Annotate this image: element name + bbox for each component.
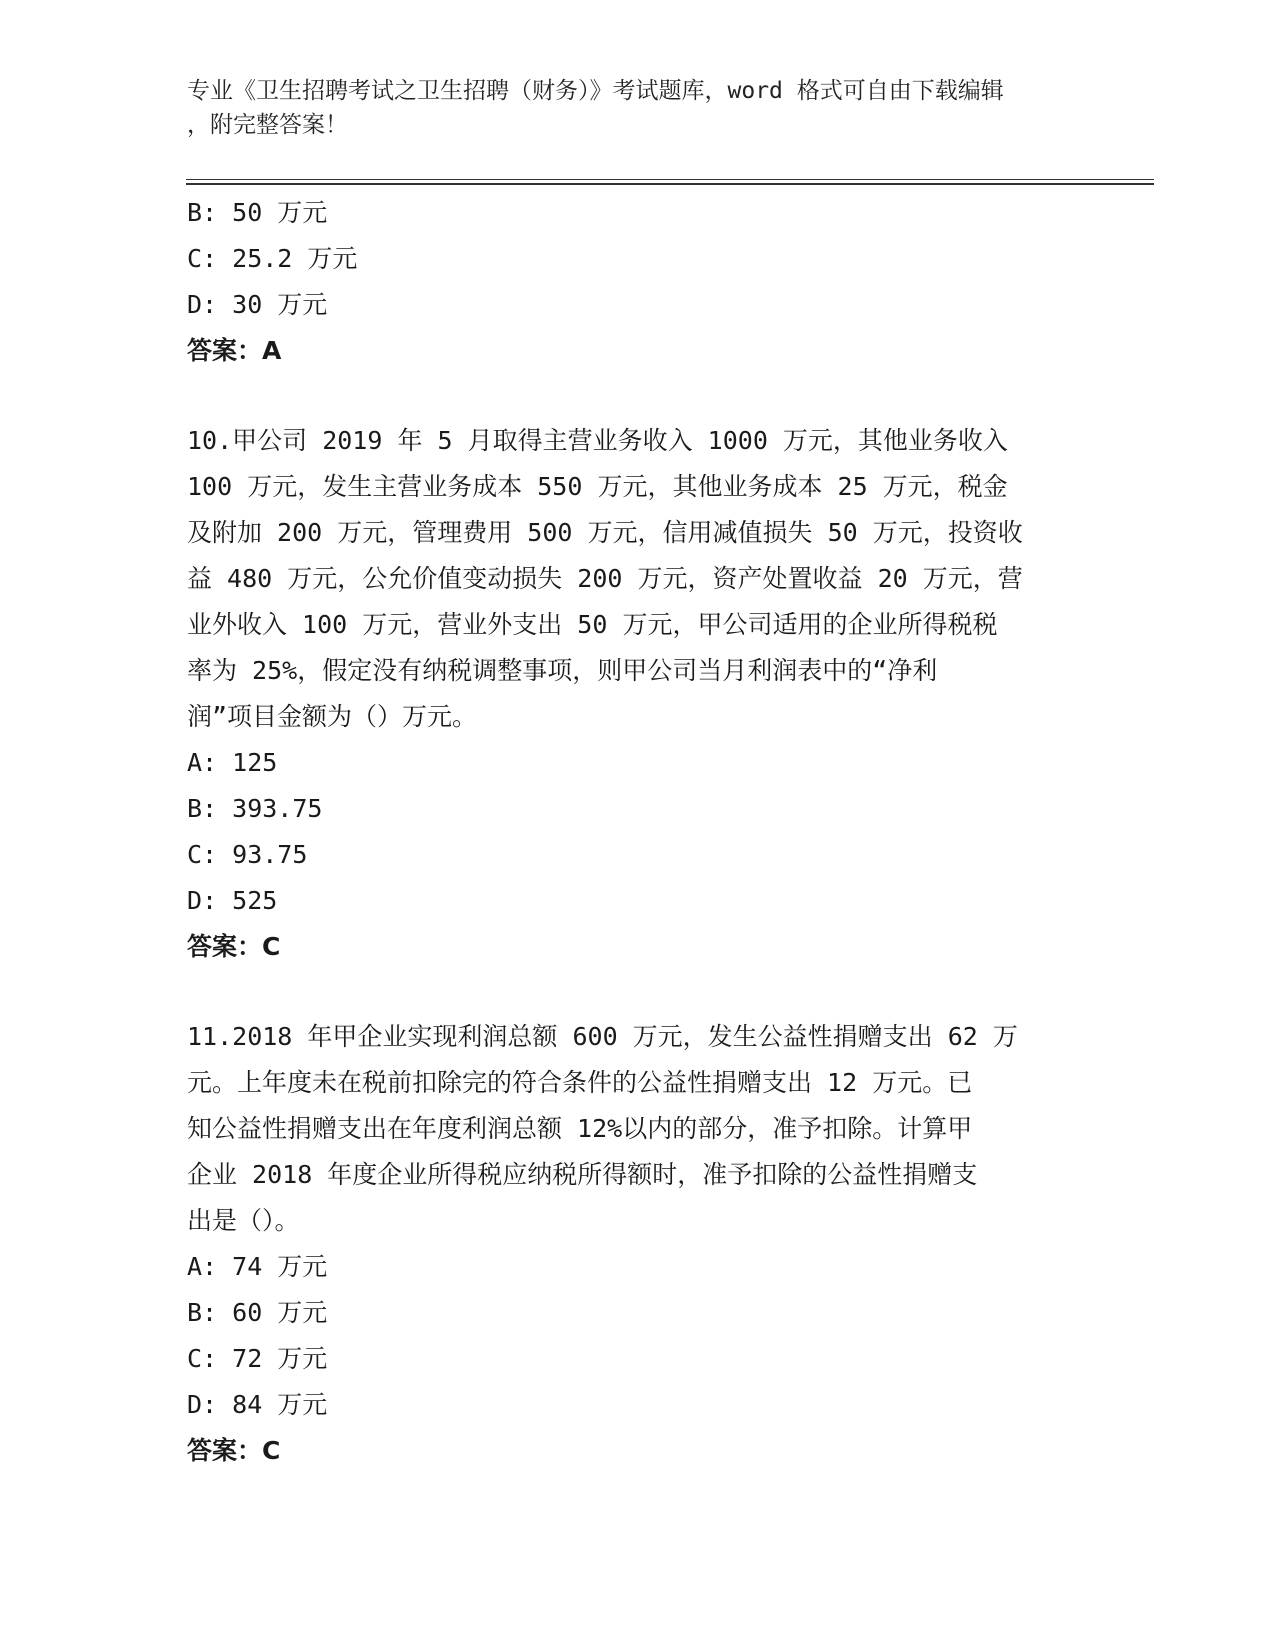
question-text-line: 出是（）。	[187, 1206, 300, 1235]
question-text-line: 知公益性捐赠支出在年度利润总额 12%以内的部分，准予扣除。计算甲	[187, 1114, 973, 1143]
question-text-line: 企业 2018 年度企业所得税应纳税所得额时，准予扣除的公益性捐赠支	[187, 1160, 978, 1189]
previous-question-block	[187, 190, 1067, 374]
question-text-line: 益 480 万元，公允价值变动损失 200 万元，资产处置收益 20 万元，营	[187, 564, 1023, 593]
option-b: B: 60 万元	[187, 1298, 328, 1327]
question-10-block	[187, 418, 1067, 970]
option-a: A: 74 万元	[187, 1252, 328, 1281]
option-a: A: 125	[187, 748, 278, 777]
question-text-line: 率为 25%，假定没有纳税调整事项，则甲公司当月利润表中的“净利	[187, 656, 938, 685]
spacer	[187, 970, 1067, 1014]
question-text-line: 及附加 200 万元，管理费用 500 万元，信用减值损失 50 万元，投资收	[187, 518, 1023, 547]
answer-line: 答案：C	[187, 1436, 281, 1465]
option-d: D: 525	[187, 886, 278, 915]
option-b: B: 393.75	[187, 794, 323, 823]
question-text-line: 元。上年度未在税前扣除完的符合条件的公益性捐赠支出 12 万元。已	[187, 1068, 973, 1097]
question-text-line: 润”项目金额为（）万元。	[187, 702, 478, 731]
header-divider-thin	[186, 179, 1154, 180]
document-body	[187, 190, 1067, 1474]
header-line-2: ，附完整答案！	[187, 112, 348, 138]
question-text-line: 11.2018 年甲企业实现利润总额 600 万元，发生公益性捐赠支出 62 万	[187, 1022, 1018, 1051]
document-header	[187, 74, 1067, 142]
header-line-1: 专业《卫生招聘考试之卫生招聘（财务）》考试题库，word 格式可自由下载编辑	[187, 78, 1004, 104]
answer-line: 答案：A	[187, 336, 282, 365]
option-c: C: 93.75	[187, 840, 308, 869]
option-d: D: 30 万元	[187, 290, 328, 319]
option-c: C: 25.2 万元	[187, 244, 358, 273]
option-d: D: 84 万元	[187, 1390, 328, 1419]
option-c: C: 72 万元	[187, 1344, 328, 1373]
question-text-line: 10.甲公司 2019 年 5 月取得主营业务收入 1000 万元，其他业务收入	[187, 426, 1008, 455]
answer-line: 答案：C	[187, 932, 281, 961]
header-divider-thick	[186, 183, 1154, 185]
question-text-line: 100 万元，发生主营业务成本 550 万元，其他业务成本 25 万元，税金	[187, 472, 1008, 501]
spacer	[187, 374, 1067, 418]
question-text-line: 业外收入 100 万元，营业外支出 50 万元，甲公司适用的企业所得税税	[187, 610, 998, 639]
question-11-block	[187, 1014, 1067, 1474]
option-b: B: 50 万元	[187, 198, 328, 227]
